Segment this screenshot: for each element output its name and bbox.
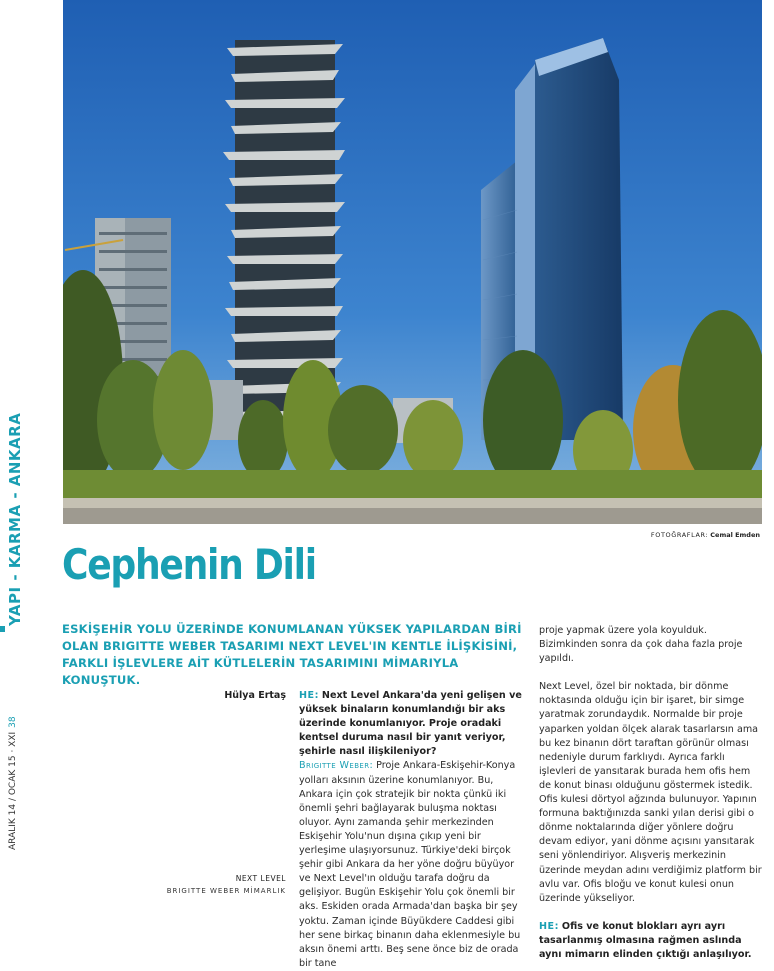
project-firm: BRIGITTE WEBER MİMARLIK: [166, 887, 286, 895]
rail-accent-bar: [0, 626, 5, 632]
issue-text: ARALIK 14 / OCAK 15 · XXI: [8, 731, 18, 850]
answer-1: [299, 759, 525, 970]
interviewer-tag-2: HE:: [539, 920, 559, 932]
speaker-tag: Brigitte Weber:: [299, 760, 374, 772]
answer-1-continued: proje yapmak üzere yola koyulduk. Bizimkinden sonra da çok daha fazla proje yapıldı.: [539, 625, 743, 665]
question-1: [299, 689, 525, 759]
question-1-text: Next Level Ankara'da yeni gelişen ve yüksek binaların konumlandığı bir aks üzerinde konumlanıyor. Proje oradaki kentsel duruma nasıl bir yanıt veriyor, şehirle nasıl ilişkileniyor?: [299, 690, 522, 758]
credit-name: Cemal Emden: [710, 531, 760, 539]
interviewer-tag: HE:: [299, 690, 319, 701]
answer-1-paragraph-2: Next Level, özel bir noktada, bir dönme noktasında olduğu için bir işaret, bir simge yaratmak zorundaydık. Normalde bir proje yaparken yoldan ölçek alarak tasarlarsın ama bu kez binanın dört taraftan görünür olması nedeniyle durum farklıydı. Ayrıca farklı işlevleri de yansıtarak burada hem ofis hem de konut binası olduğunu göstermek istedik. Ofis kulesi dörtyol ağzında bulunuyor. Yapının formuna baktığınızda sanki yılan derisi gibi o dönme noktalarında diğer yönlere doğru devam ediyor, yani dönme açısını yansıtarak seni yönlendiriyor. Alışveriş merkezinin üzerinde meydan adını verdiğimiz platform bir avlu var. Ofis bloğu ve konut kulesi onun üzerinde yükseliyor.: [539, 681, 762, 904]
page-number: 38: [8, 716, 18, 728]
question-2: [539, 920, 763, 962]
question-2-text: Ofis ve konut blokları ayrı ayrı tasarlanmış olmasına rağmen aslında aynı mimarın elinden çıktığı anlaşılıyor.: [539, 920, 752, 960]
body-column-1: [299, 689, 525, 971]
hero-photo: [63, 0, 762, 524]
answer-1-text: Proje Ankara-Eskişehir-Konya yolları aksının üzerine konumlanıyor. Bu, Ankara için çok stratejik bir nokta çünkü iki önemli şehri bağlayarak buluşma noktası oluyor. Aynı zamanda şehir merkezinden Eskişehir Yolu'nun dışına çıkıp yeni bir yerleşime ulaşıyorsunuz. Türkiye'deki birçok şehir gibi Ankara da her yöne doğru büyüyor ve Next Level'ın olduğu tarafa doğru da gelişiyor. Bugün Eskişehir Yolu çok önemli bir aks. Eskiden orada Armada'dan başka bir şey yoktu. Zaman içinde Büyükdere Caddesi gibi her sene birkaç binanın daha eklenmesiyle bu aksın önemi arttı. Beş sene önce biz de orada bir tane: [299, 760, 521, 969]
issue-label: [8, 716, 18, 850]
article-title: Cephenin Dili: [62, 540, 316, 589]
body-column-2: [539, 624, 763, 962]
photo-credit: [651, 531, 760, 539]
project-name: NEXT LEVEL: [235, 874, 286, 883]
author-name: Hülya Ertaş: [224, 690, 286, 701]
section-label: YAPI - KARMA - ANKARA: [6, 412, 24, 626]
credit-label: FOTOĞRAFLAR:: [650, 531, 709, 539]
article-lead: ESKİŞEHİR YOLU ÜZERİNDE KONUMLANAN YÜKSEK YAPILARDAN BİRİ OLAN BRIGITTE WEBER TASARIMI NEXT LEVEL'IN KENTLE İLİŞKİSİNİ, FARKLI İŞLEVLERE AİT KÜTLELERİN TASARIMINI MİMARIYLA KONUŞTUK.: [62, 622, 522, 687]
